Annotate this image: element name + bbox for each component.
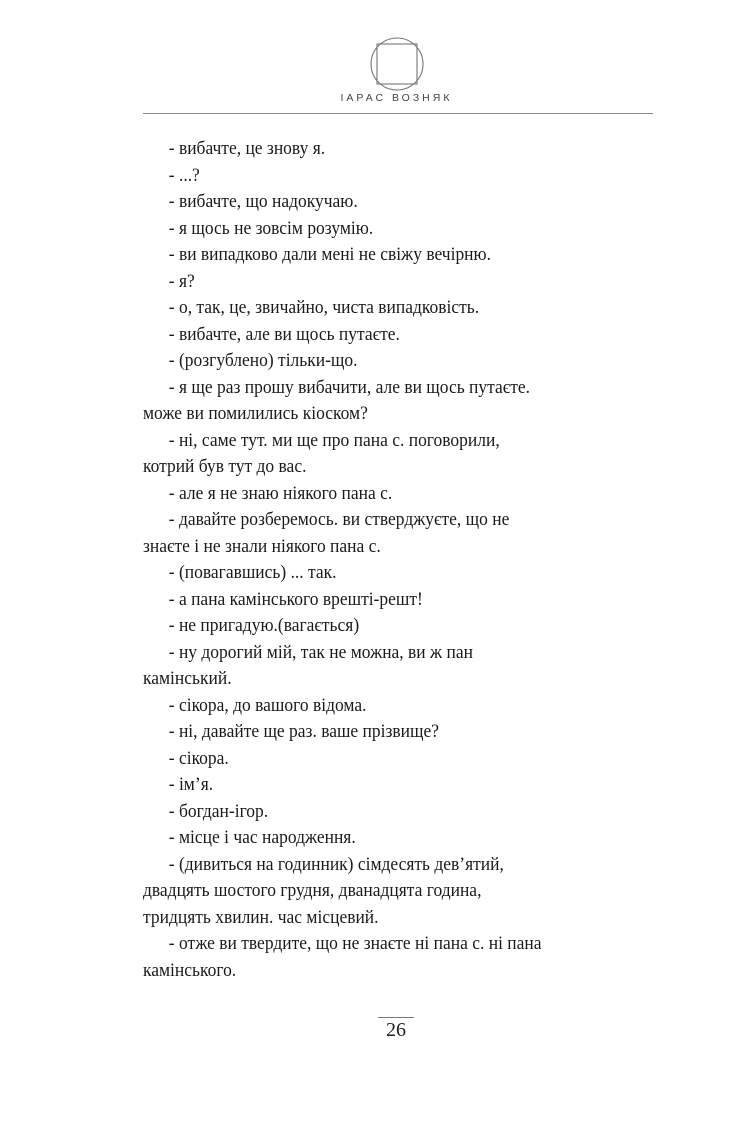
- text-line: камінський.: [143, 668, 232, 689]
- text-line: - не пригадую.(вагається): [168, 615, 360, 636]
- publisher-logo-icon: [369, 36, 425, 92]
- text-line: - давайте розберемось. ви стверджуєте, що не: [168, 509, 510, 530]
- text-line: - сікора, до вашого відома.: [168, 694, 367, 716]
- page-number: 26: [378, 1017, 414, 1042]
- text-line: - ви випадково дали мені не свіжу вечірню.: [168, 244, 491, 265]
- text-line: - вибачте, це знову я.: [168, 138, 326, 159]
- text-line: - але я не знаю ніякого пана с.: [168, 482, 393, 504]
- text-line: - я щось не зовсім розумію.: [168, 217, 374, 239]
- text-line: - ні, саме тут. ми ще про пана с. поговорили,: [168, 429, 500, 451]
- text-line: - вибачте, що надокучаю.: [168, 191, 358, 212]
- text-line: - (розгублено) тільки-що.: [168, 350, 358, 371]
- text-line: - ...?: [168, 164, 200, 186]
- text-line: котрий був тут до вас.: [143, 456, 307, 477]
- text-line: - богдан-ігор.: [168, 800, 269, 822]
- text-line: може ви помилились кіоском?: [143, 403, 368, 424]
- text-line: - я ще раз прошу вибачити, але ви щось путаєте.: [168, 376, 531, 398]
- text-line: - місце і час народження.: [168, 827, 356, 848]
- text-line: - ім’я.: [168, 774, 214, 795]
- text-line: - вибачте, але ви щось путаєте.: [168, 323, 400, 345]
- text-line: - я?: [168, 270, 195, 292]
- text-line: двадцять шостого грудня, дванадцята година,: [143, 880, 482, 901]
- text-line: - о, так, це, звичайно, чиста випадковість.: [168, 297, 480, 318]
- header-divider: [143, 113, 653, 114]
- text-line: камінського.: [143, 959, 237, 981]
- text-line: - (дивиться на годинник) сімдесять дев’ятий,: [168, 853, 504, 875]
- text-line: - ні, давайте ще раз. ваше прізвище?: [168, 721, 440, 742]
- page-body: [143, 136, 653, 984]
- text-line: - ну дорогий мій, так не можна, ви ж пан: [168, 641, 473, 663]
- text-line: - (повагавшись) ... так.: [168, 562, 337, 583]
- running-header-author: ІАРАС ВОЗНЯК: [340, 92, 453, 104]
- text-line: знаєте і не знали ніякого пана с.: [143, 535, 381, 557]
- text-line: - сікора.: [168, 747, 229, 769]
- text-line: тридцять хвилин. час місцевий.: [143, 906, 379, 928]
- text-line: - а пана камінського врешті-решт!: [168, 588, 423, 610]
- text-line: - отже ви твердите, що не знаєте ні пана с. ні пана: [168, 933, 542, 954]
